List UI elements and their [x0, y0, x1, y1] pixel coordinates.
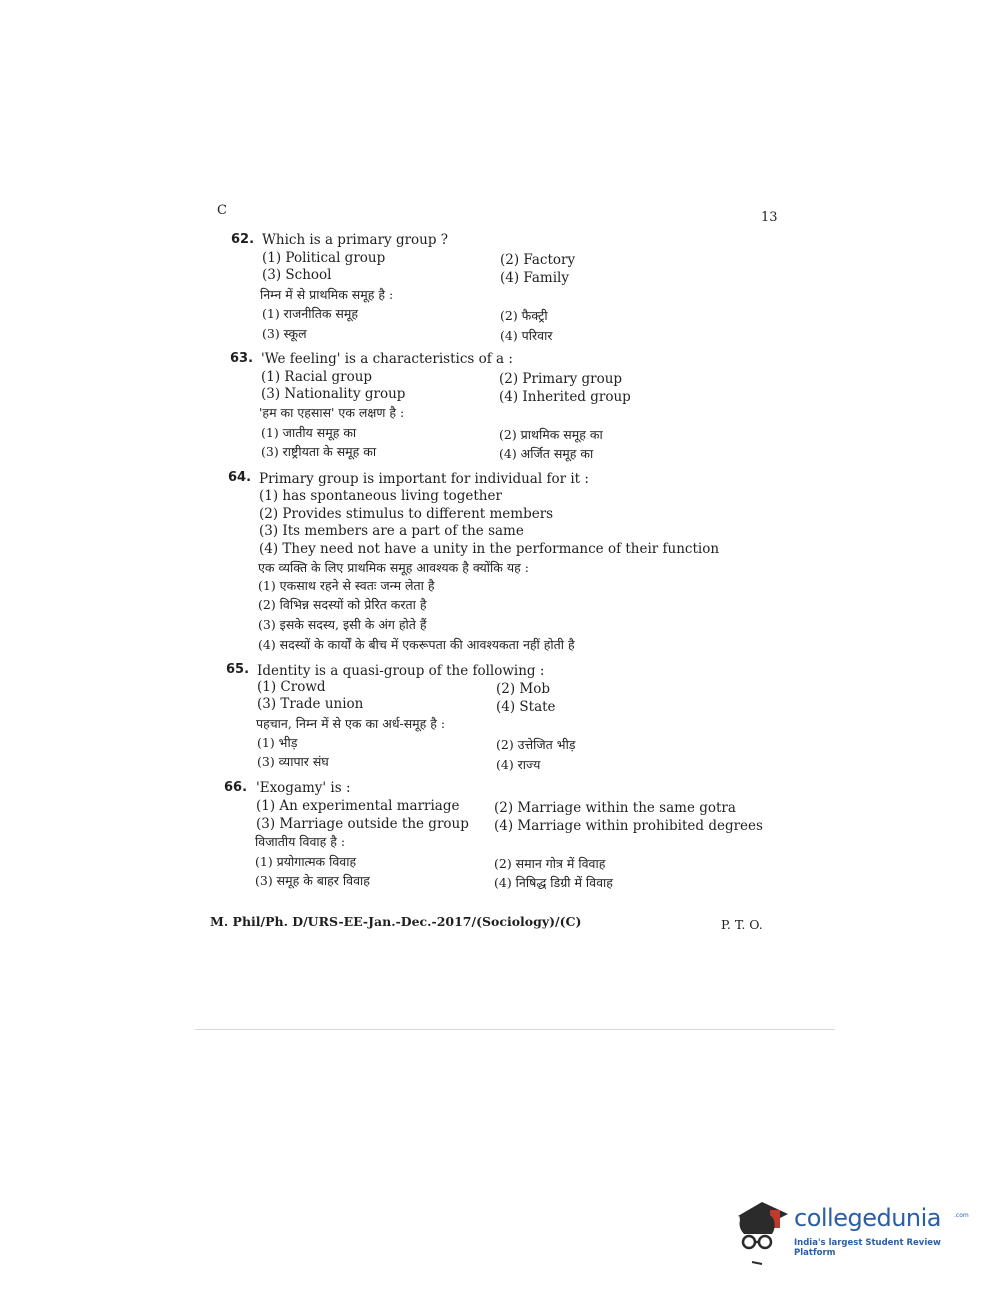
- option-hi: (4) राज्य: [496, 757, 541, 772]
- option-hi: (1) भीड़: [257, 735, 298, 750]
- option-hi: (3) इसके सदस्य, इसी के अंग होते हैं: [258, 617, 427, 632]
- question-text-hi: निम्न में से प्राथमिक समूह है :: [260, 287, 394, 302]
- option-en: (3) School: [262, 267, 332, 283]
- option-hi: (3) स्कूल: [262, 326, 307, 341]
- option-hi: (1) राजनीतिक समूह: [262, 306, 358, 321]
- question-text-hi: 'हम का एहसास' एक लक्षण है :: [259, 405, 405, 420]
- option-en: (1) Racial group: [261, 369, 373, 385]
- question-text-hi: विजातीय विवाह है :: [255, 834, 346, 849]
- question-number: 63.: [230, 351, 254, 366]
- option-en: (1) An experimental marriage: [256, 798, 460, 814]
- option-hi: (1) प्रयोगात्मक विवाह: [255, 854, 357, 869]
- option-en: (3) Marriage outside the group: [256, 816, 469, 832]
- question-text-hi: पहचान, निम्न में से एक का अर्ध-समूह है :: [256, 716, 446, 731]
- option-en: (4) Marriage within prohibited degrees: [494, 818, 763, 834]
- option-en: (3) Nationality group: [261, 386, 406, 402]
- collegedunia-watermark: [732, 1194, 969, 1266]
- option-hi: (2) फैक्ट्री: [500, 308, 548, 323]
- question-text-en: Identity is a quasi-group of the following :: [257, 663, 545, 679]
- option-hi: (3) व्यापार संघ: [257, 754, 329, 769]
- question-number: 66.: [224, 780, 248, 795]
- option-en: (4) State: [496, 699, 556, 715]
- scan-fold-line: [195, 1029, 835, 1030]
- brand-domain: .com: [954, 1212, 969, 1219]
- option-en: (1) Political group: [262, 250, 386, 266]
- option-en: (2) Primary group: [499, 371, 623, 387]
- option-en: (2) Factory: [500, 252, 576, 268]
- option-en: (3) Its members are a part of the same: [259, 523, 524, 539]
- option-en: (4) They need not have a unity in the performance of their function: [259, 541, 720, 557]
- pto-label: P. T. O.: [721, 917, 763, 932]
- set-letter: C: [217, 203, 227, 218]
- page-number: 13: [761, 210, 778, 225]
- option-en: (1) has spontaneous living together: [259, 488, 502, 504]
- option-hi: (2) समान गोत्र में विवाह: [494, 856, 606, 871]
- option-hi: (1) जातीय समूह का: [261, 425, 357, 440]
- brand-tagline: India's largest Student Review Platform: [794, 1238, 941, 1258]
- option-en: (1) Crowd: [257, 679, 326, 695]
- question-text-en: Primary group is important for individual for it :: [259, 471, 589, 487]
- option-en: (4) Inherited group: [499, 389, 631, 405]
- option-hi: (3) समूह के बाहर विवाह: [255, 873, 370, 888]
- option-en: (2) Marriage within the same gotra: [494, 800, 736, 816]
- question-number: 64.: [228, 470, 252, 485]
- option-hi: (4) परिवार: [500, 328, 553, 343]
- brand-name: collegedunia: [794, 1204, 942, 1232]
- option-en: (2) Provides stimulus to different members: [259, 506, 554, 522]
- option-en: (4) Family: [500, 270, 569, 286]
- option-en: (2) Mob: [496, 681, 551, 697]
- option-hi: (4) सदस्यों के कार्यों के बीच में एकरूपता की आवश्यकता नहीं होती है: [258, 637, 575, 652]
- paper-code: M. Phil/Ph. D/URS-EE-Jan.-Dec.-2017/(Sociology)/(C): [210, 914, 582, 929]
- question-number: 62.: [231, 232, 255, 247]
- option-hi: (1) एकसाथ रहने से स्वतः जन्म लेता है: [258, 578, 435, 593]
- option-hi: (3) राष्ट्रीयता के समूह का: [261, 444, 377, 459]
- student-mascot-icon: [732, 1194, 792, 1266]
- question-text-hi: एक व्यक्ति के लिए प्राथमिक समूह आवश्यक है क्योंकि यह :: [258, 560, 529, 575]
- question-number: 65.: [226, 662, 250, 677]
- question-text-en: Which is a primary group ?: [262, 232, 449, 248]
- option-hi: (4) निषिद्ध डिग्री में विवाह: [494, 875, 613, 890]
- question-text-en: 'We feeling' is a characteristics of a :: [261, 351, 513, 367]
- option-hi: (2) उत्तेजित भीड़: [496, 737, 576, 752]
- option-hi: (4) अर्जित समूह का: [499, 446, 594, 461]
- option-hi: (2) प्राथमिक समूह का: [499, 427, 603, 442]
- option-hi: (2) विभिन्न सदस्यों को प्रेरित करता है: [258, 597, 427, 612]
- question-text-en: 'Exogamy' is :: [256, 780, 351, 796]
- option-en: (3) Trade union: [257, 696, 364, 712]
